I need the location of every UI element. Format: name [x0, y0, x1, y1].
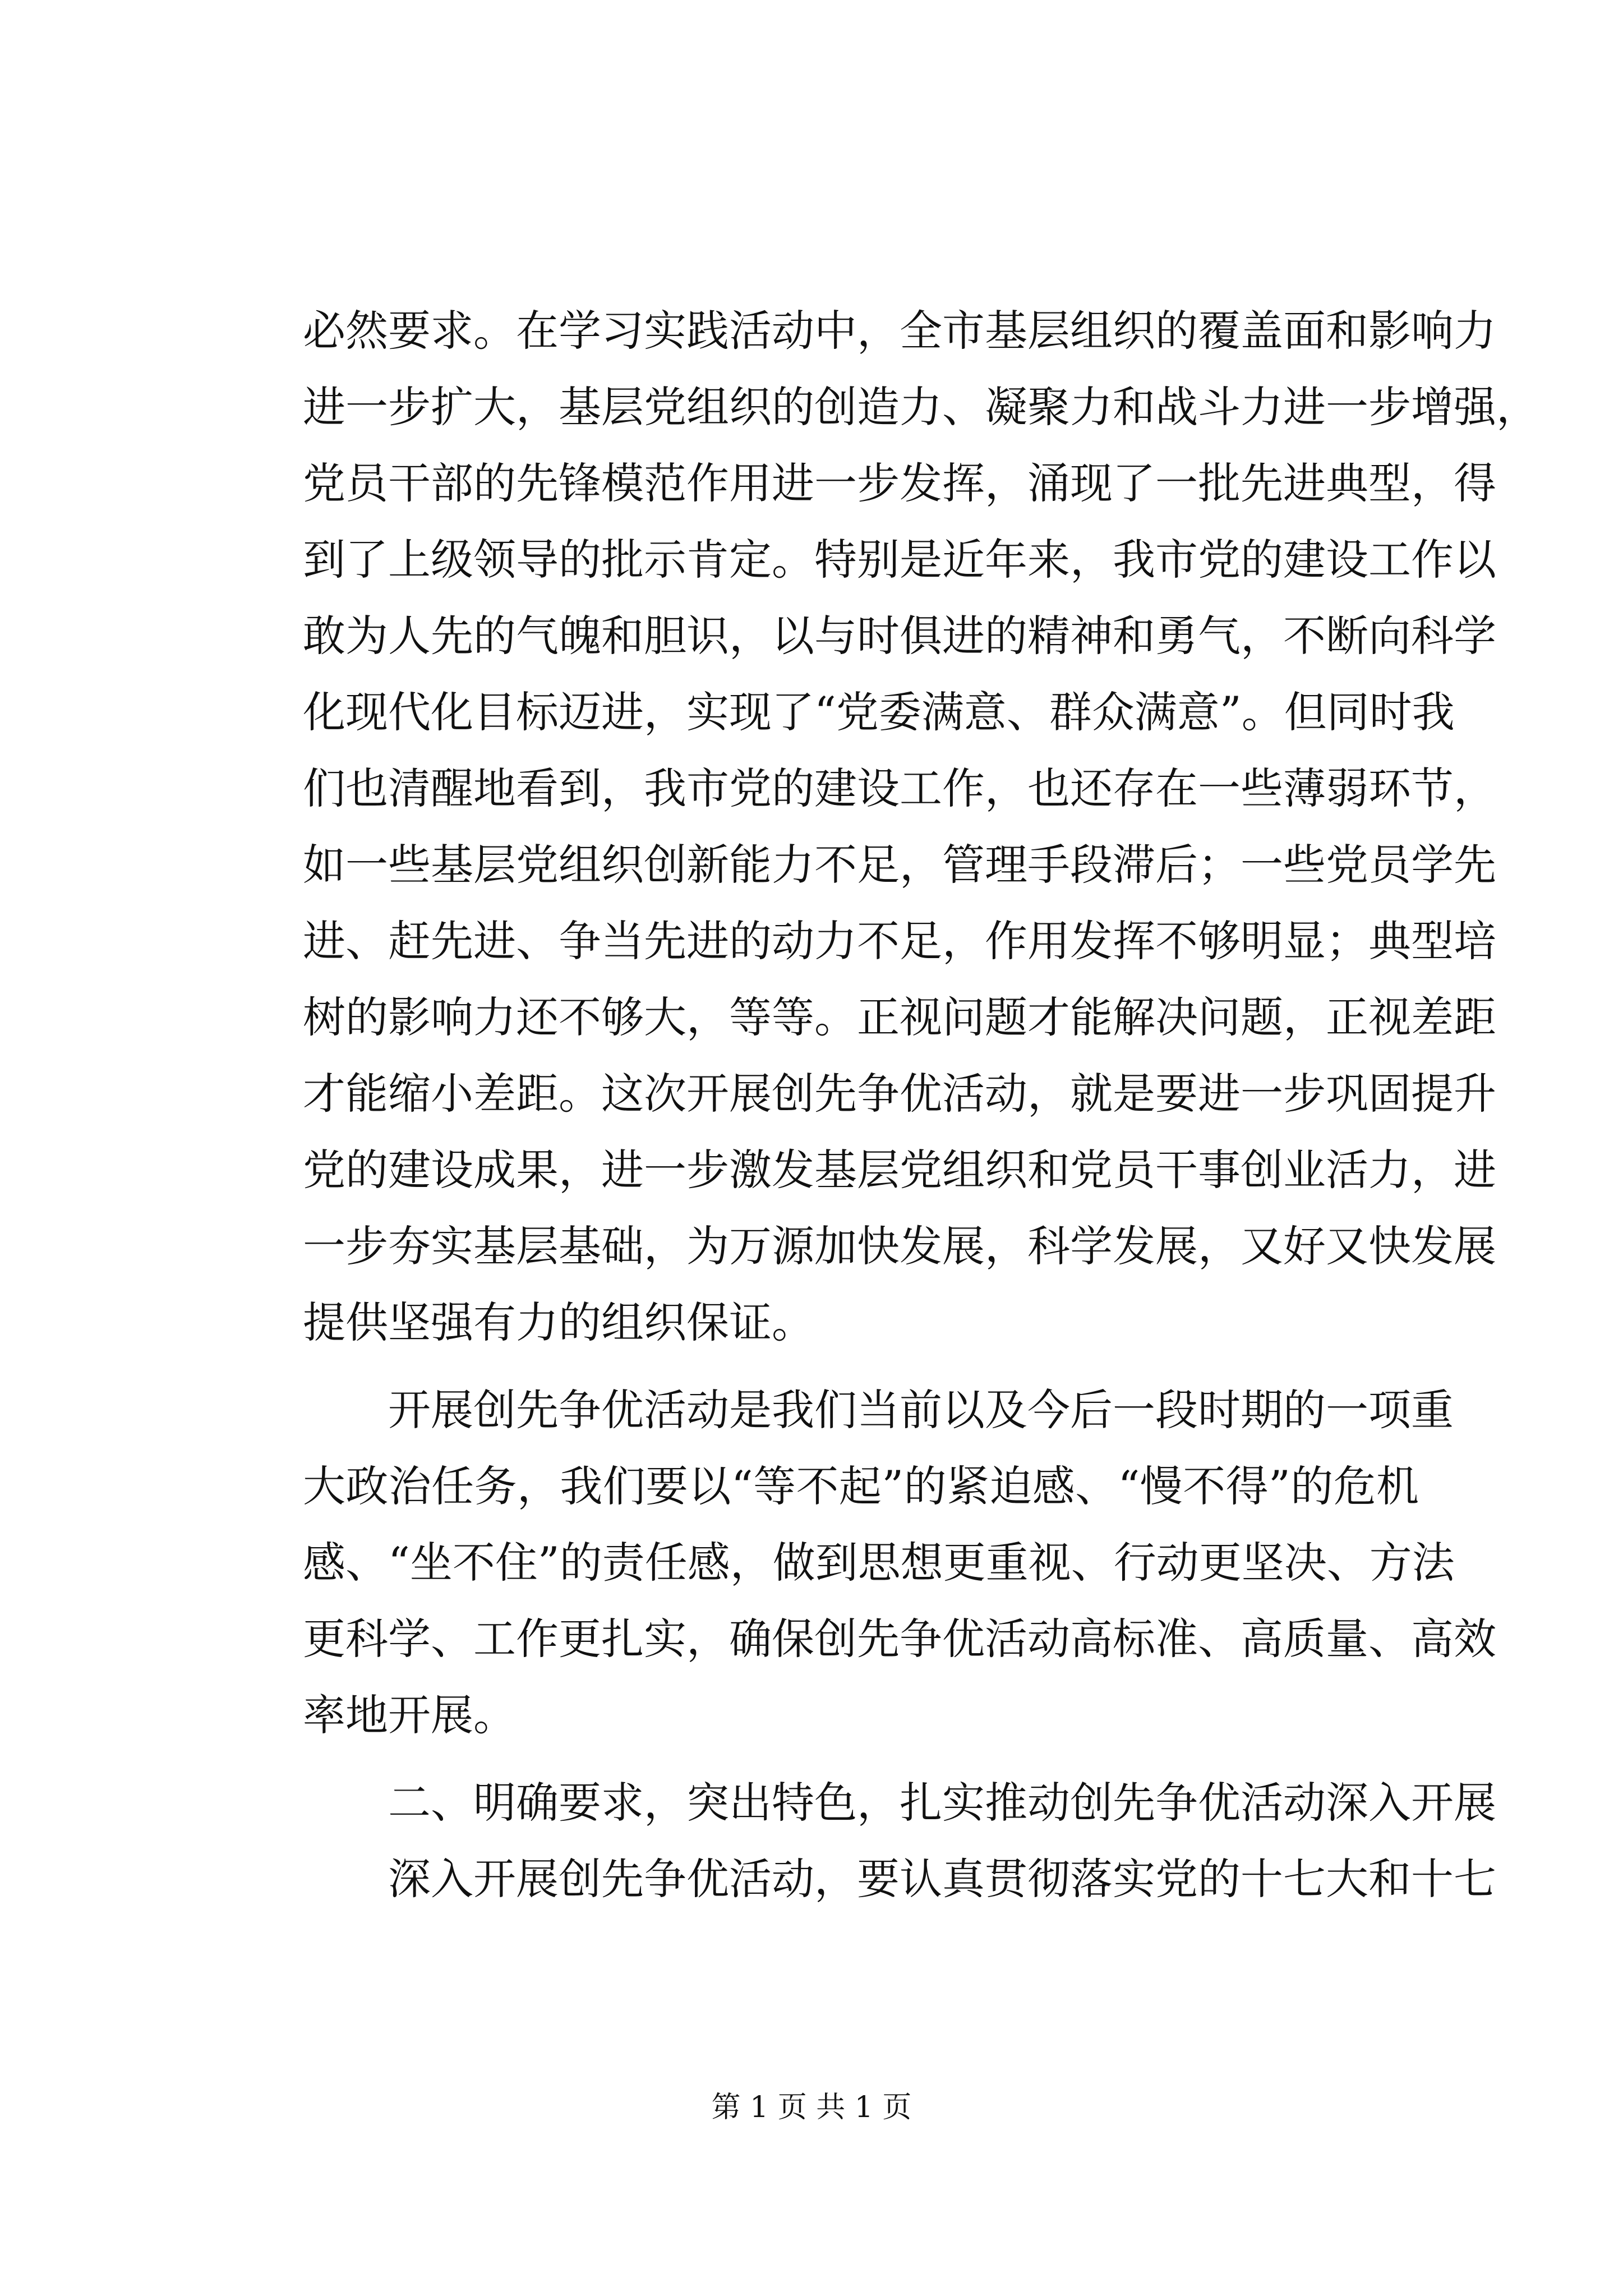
- paragraph-1-line-5: 敢为人先的气魄和胆识，以与时俱进的精神和勇气，不断向科学: [303, 611, 1496, 661]
- paragraph-1-line-12: 党的建设成果，进一步激发基层党组织和党员干事创业活力，进: [303, 1145, 1496, 1195]
- paragraph-1-line-9: 进、赶先进、争当先进的动力不足，作用发挥不够明显；典型培: [303, 916, 1496, 966]
- paragraph-1-line-2: 进一步扩大，基层党组织的创造力、凝聚力和战斗力进一步增强，: [303, 382, 1539, 432]
- paragraph-1-line-10: 树的影响力还不够大，等等。正视问题才能解决问题，正视差距: [303, 992, 1496, 1042]
- paragraph-1-line-8: 如一些基层党组织创新能力不足，管理手段滞后；一些党员学先: [303, 840, 1496, 890]
- paragraph-1-line-7: 们也清醒地看到，我市党的建设工作，也还存在一些薄弱环节，: [303, 763, 1496, 813]
- paragraph-1-line-3: 党员干部的先锋模范作用进一步发挥，涌现了一批先进典型，得: [303, 458, 1496, 508]
- paragraph-2-line-1: 开展创先争优活动是我们当前以及今后一段时期的一项重: [388, 1385, 1454, 1435]
- paragraph-1-line-6: 化现代化目标迈进，实现了“党委满意、群众满意”。但同时我: [303, 687, 1455, 737]
- paragraph-1-line-14: 提供坚强有力的组织保证。: [303, 1297, 814, 1347]
- paragraph-2-line-2: 大政治任务，我们要以“等不起”的紧迫感、“慢不得”的危机: [303, 1461, 1419, 1511]
- page-footer: 第 1 页 共 1 页: [711, 2091, 912, 2124]
- paragraph-1-line-11: 才能缩小差距。这次开展创先争优活动，就是要进一步巩固提升: [303, 1069, 1496, 1119]
- paragraph-1-line-4: 到了上级领导的批示肯定。特别是近年来，我市党的建设工作以: [303, 535, 1496, 585]
- paragraph-2-line-4: 更科学、工作更扎实，确保创先争优活动高标准、高质量、高效: [303, 1614, 1496, 1664]
- paragraph-3-line-1: 深入开展创先争优活动，要认真贯彻落实党的十七大和十七: [388, 1854, 1496, 1904]
- paragraph-1-line-13: 一步夯实基层基础，为万源加快发展，科学发展，又好又快发展: [303, 1221, 1496, 1271]
- paragraph-1-line-1: 必然要求。在学习实践活动中，全市基层组织的覆盖面和影响力: [303, 306, 1496, 356]
- paragraph-2-line-3: 感、“坐不住”的责任感，做到思想更重视、行动更坚决、方法: [303, 1538, 1455, 1588]
- paragraph-2-line-5: 率地开展。: [303, 1690, 516, 1740]
- section-heading: 二、明确要求，突出特色，扎实推动创先争优活动深入开展: [388, 1778, 1496, 1828]
